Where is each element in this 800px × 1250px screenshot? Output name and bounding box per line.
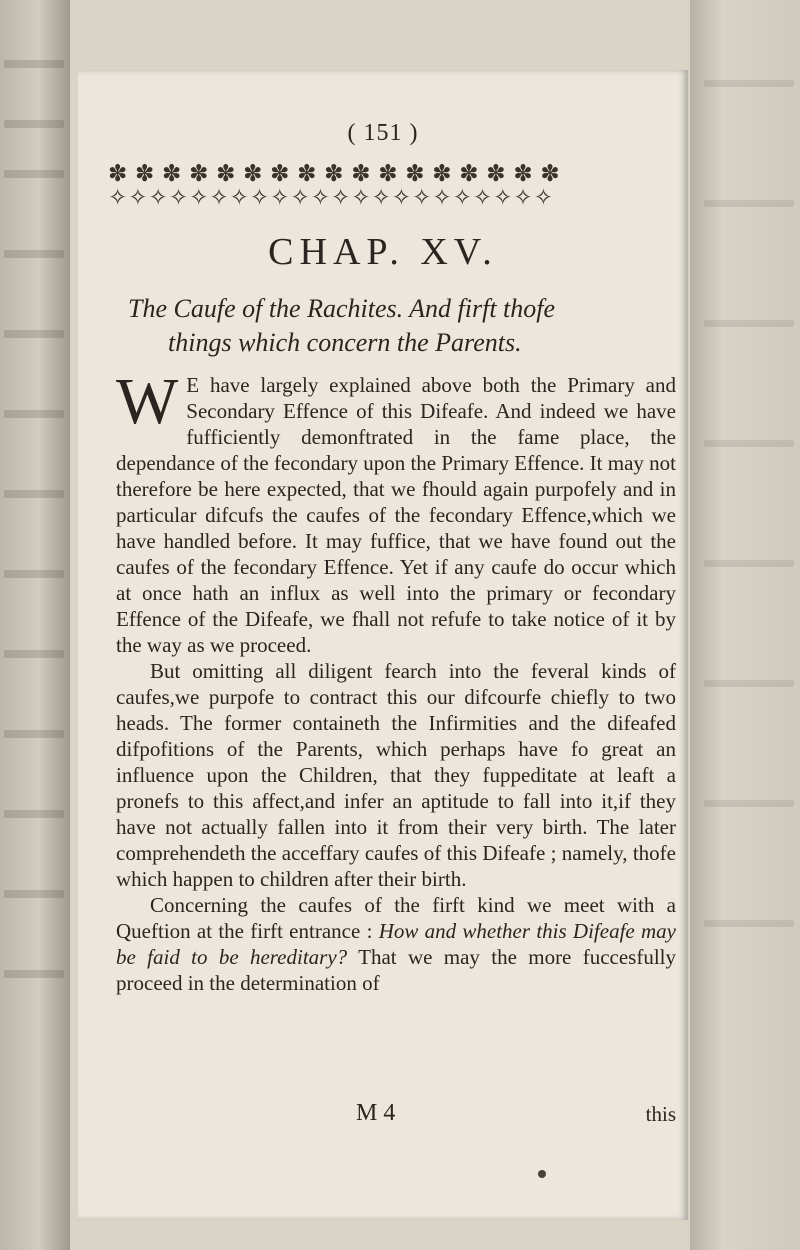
left-ghost-line	[4, 730, 64, 738]
right-ghost-line	[704, 560, 794, 567]
chapter-subtitle	[128, 292, 678, 360]
right-page-edge	[690, 0, 800, 1250]
ornament-row-top: ✽ ✽ ✽ ✽ ✽ ✽ ✽ ✽ ✽ ✽ ✽ ✽ ✽ ✽ ✽ ✽ ✽	[108, 162, 561, 186]
right-ghost-line	[704, 800, 794, 807]
ink-speck	[538, 1170, 546, 1178]
paragraph-2: But omitting all diligent fearch into the feveral kinds of caufes,we purpofe to contract this our difcourfe chiefly to two heads. The former containeth the Infirmities and the difeafed difpofitions of the Parents, which perhaps have fo great an influence upon the Children, that they fuppeditate at leaft a pronefs to this affect,and infer an aptitude to fall into it,if they have not actually fallen into it from their very birth. The later comprehendeth the acceffary caufes of this Difeafe ; namely, thofe which happen to children after their birth.	[116, 659, 676, 891]
left-ghost-line	[4, 330, 64, 338]
left-page-edge	[0, 0, 70, 1250]
left-ghost-line	[4, 810, 64, 818]
drop-cap: W	[116, 365, 179, 438]
paragraph-3	[116, 892, 676, 996]
left-ghost-line	[4, 410, 64, 418]
book-page	[78, 70, 688, 1220]
left-ghost-line	[4, 60, 64, 68]
paragraph-1-text: E have largely explained above both the Primary and Secondary Effence of this Difeafe. And indeed we have fufficiently demonftrated in the fame place, the dependance of the fecondary upon the Primary Effence. It may not therefore be here expected, that we fhould again purpofely and in particular difcufs the caufes of the fecondary Effence,which we have handled before. It may fuffice, that we have found out the caufes of the fecondary Effence. Yet if any caufe do occur which at once hath an influx as well into the primary or fecondary Effence of the Difeafe, we fhall not refufe to take notice of it by the way as we proceed.	[116, 373, 676, 657]
page-number: ( 151 )	[347, 120, 419, 146]
paragraph-1	[116, 365, 676, 658]
left-ghost-line	[4, 650, 64, 658]
right-ghost-line	[704, 680, 794, 687]
chapter-heading: CHAP. XV.	[268, 231, 498, 273]
signature-mark: M 4	[356, 1100, 396, 1126]
right-ghost-line	[704, 80, 794, 87]
paragraph-3-text-b: That we may the more fuccesfully proceed in the determination of	[116, 945, 676, 995]
right-ghost-line	[704, 200, 794, 207]
catchword: this	[645, 1102, 676, 1126]
page-footer	[116, 1100, 676, 1132]
left-ghost-line	[4, 170, 64, 178]
right-ghost-line	[704, 320, 794, 327]
ornament-row-bottom: ✧✧✧✧✧✧✧✧✧✧✧✧✧✧✧✧✧✧✧✧✧✧	[108, 185, 554, 210]
right-ghost-line	[704, 920, 794, 927]
left-ghost-line	[4, 250, 64, 258]
body-text	[116, 365, 677, 996]
paragraph-3-text-a: Concerning the caufes of the firft kind we meet with a Queftion at the firft entrance :	[116, 893, 676, 943]
left-ghost-line	[4, 570, 64, 578]
paragraph-3-question: How and whether this Difeafe may be faid to be hereditary?	[116, 919, 677, 969]
decorative-ornament-band	[108, 162, 678, 212]
subtitle-line-2: things which concern the Parents.	[168, 328, 522, 357]
left-ghost-line	[4, 490, 64, 498]
left-ghost-line	[4, 970, 64, 978]
right-ghost-line	[704, 440, 794, 447]
subtitle-line-1: The Caufe of the Rachites. And firft thofe	[128, 294, 556, 323]
left-ghost-line	[4, 120, 64, 128]
left-ghost-line	[4, 890, 64, 898]
